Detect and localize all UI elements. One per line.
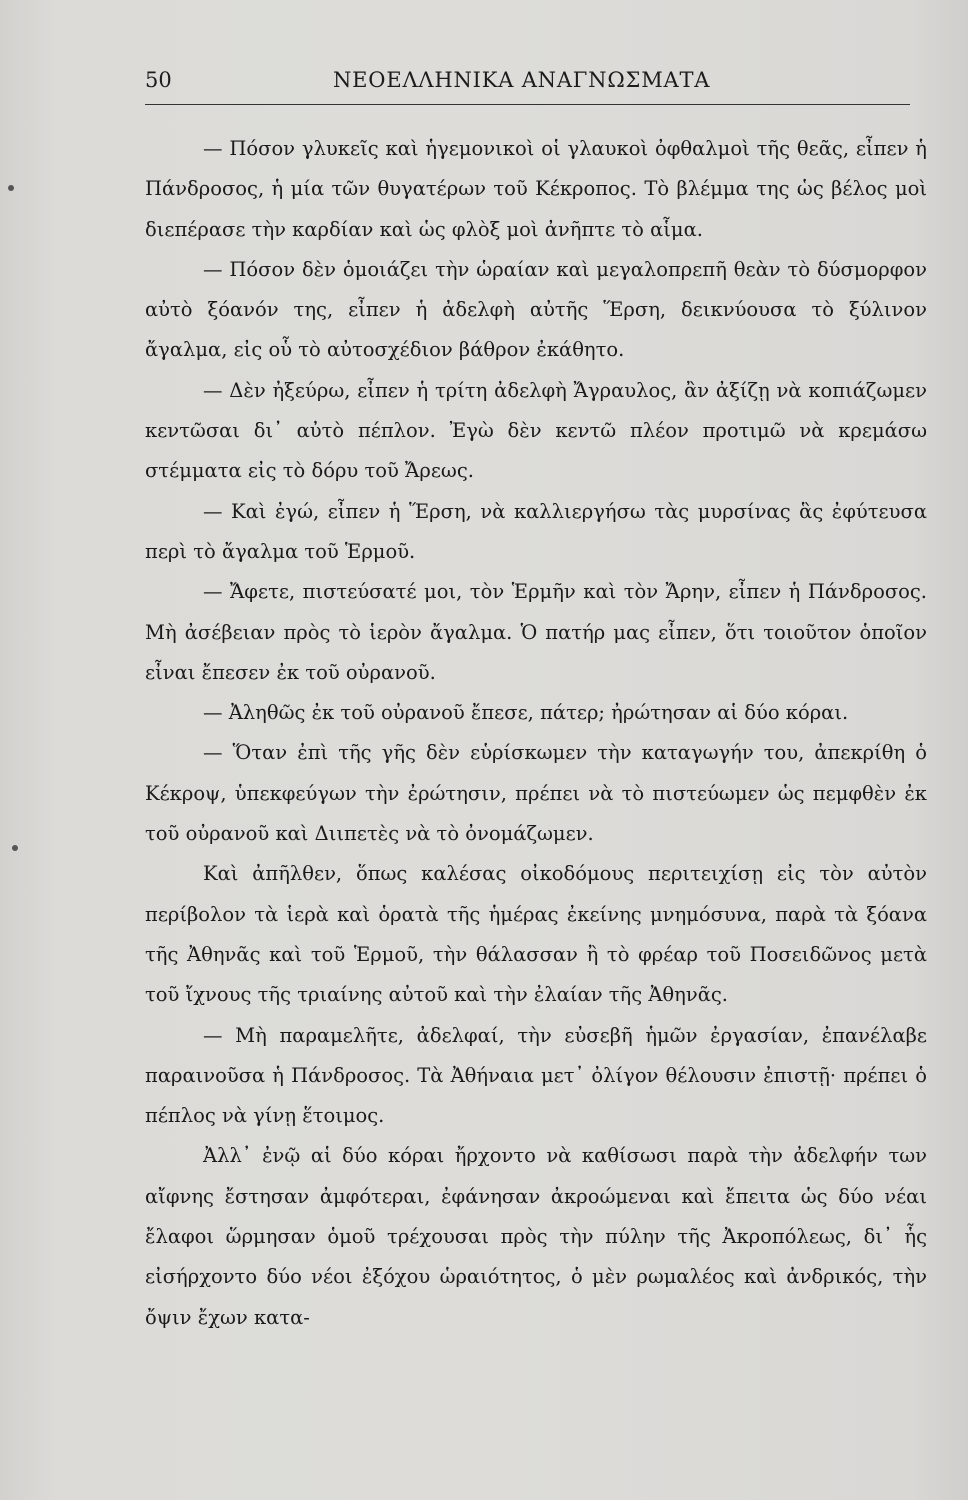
paragraph: — Ὅταν ἐπὶ τῆς γῆς δὲν εὑρίσκωμεν τὴν καταγωγήν του, ἀπεκρίθη ὁ Κέκροψ, ὑπεκφεύγων τὴν ἐρώτησιν, πρέπει νὰ τὸ πιστεύωμεν ὡς πεμφθὲν ἐκ τοῦ οὐρανοῦ καὶ Διιπετὲς νὰ τὸ ὀνομάζωμεν.: [145, 741, 927, 846]
running-title: ΝΕΟΕΛΛΗΝΙΚΑ ΑΝΑΓΝΩΣΜΑΤΑ: [333, 68, 711, 92]
paragraph: — Μὴ παραμελῆτε, ἀδελφαί, τὴν εὐσεβῆ ἡμῶν ἐργασίαν, ἐπανέλαβε παραινοῦσα ἡ Πάνδροσος. Τὰ Ἀθήναια μετ᾽ ὀλίγον θέλουσιν ἐπιστῇ· πρέπει ὁ πέπλος νὰ γίνῃ ἕτοιμος.: [145, 1023, 927, 1128]
paragraph: — Δὲν ἠξεύρω, εἶπεν ἡ τρίτη ἀδελφὴ Ἄγραυλος, ἂν ἀξίζῃ νὰ κοπιάζωμεν κεντῶσαι δι᾽ αὐτὸ πέπλον. Ἐγὼ δὲν κεντῶ πλέον προτιμῶ νὰ κρεμάσω στέμματα εἰς τὸ δόρυ τοῦ Ἄρεως.: [145, 378, 927, 483]
paragraph: — Ἀληθῶς ἐκ τοῦ οὐρανοῦ ἔπεσε, πάτερ; ἠρώτησαν αἱ δύο κόραι.: [203, 701, 849, 725]
paragraph: — Πόσον γλυκεῖς καὶ ἡγεμονικοὶ οἱ γλαυκοὶ ὀφθαλμοὶ τῆς θεᾶς, εἶπεν ἡ Πάνδροσος, ἡ μία τῶν θυγατέρων τοῦ Κέκροπος. Τὸ βλέμμα της ὡς βέλος μοὶ διεπέρασε τὴν καρδίαν καὶ ὡς φλὸξ μοὶ ἀνῆπτε τὸ αἷμα.: [145, 137, 927, 241]
page-number: 50: [145, 68, 172, 92]
paragraph: — Πόσον δὲν ὁμοιάζει τὴν ὡραίαν καὶ μεγαλοπρεπῆ θεὰν τὸ δύσμορφον αὐτὸ ξόανόν της, εἶπεν ἡ ἀδελφὴ αὐτῆς Ἕρση, δεικνύουσα τὸ ξύλινον ἄγαλμα, εἰς οὗ τὸ αὐτοσχέδιον βάθρον ἐκάθητο.: [145, 257, 927, 362]
paragraph: — Καὶ ἐγώ, εἶπεν ἡ Ἕρση, νὰ καλλιεργήσω τὰς μυρσίνας ἃς ἐφύτευσα περὶ τὸ ἄγαλμα τοῦ Ἑρμοῦ.: [145, 499, 927, 563]
body-text: [145, 129, 927, 1338]
margin-speck: [12, 845, 18, 851]
paragraph: Ἀλλ᾽ ἐνῷ αἱ δύο κόραι ἤρχοντο νὰ καθίσωσι παρὰ τὴν ἀδελφήν των αἴφνης ἔστησαν ἀμφότεραι, ἐφάνησαν ἀκροώμεναι καὶ ἔπειτα ὡς δύο νέαι ἔλαφοι ὥρμησαν ὁμοῦ τρέχουσαι πρὸς τὴν πύλην τῆς Ἀκροπόλεως, δι᾽ ἧς εἰσήρχοντο δύο νέοι ἐξόχου ὡραιότητος, ὁ μὲν ρωμαλέος καὶ ἀνδρικός, τὴν ὄψιν ἔχων κατα-: [145, 1144, 927, 1329]
paragraph: — Ἄφετε, πιστεύσατέ μοι, τὸν Ἑρμῆν καὶ τὸν Ἄρην, εἶπεν ἡ Πάνδροσος. Μὴ ἀσέβειαν πρὸς τὸ ἱερὸν ἄγαλμα. Ὁ πατήρ μας εἶπεν, ὅτι τοιοῦτον ὁποῖον εἶναι ἔπεσεν ἐκ τοῦ οὐρανοῦ.: [145, 580, 927, 684]
margin-speck: [8, 185, 14, 191]
paragraph: Καὶ ἀπῆλθεν, ὅπως καλέσας οἰκοδόμους περιτειχίσῃ εἰς τὸν αὐτὸν περίβολον τὰ ἱερὰ καὶ ὁρατὰ τῆς ἡμέρας ἐκείνης μνημόσυνα, παρὰ τὰ ξόανα τῆς Ἀθηνᾶς καὶ τοῦ Ἑρμοῦ, τὴν θάλασσαν ἢ τὸ φρέαρ τοῦ Ποσειδῶνος μετὰ τοῦ ἴχνους τῆς τριαίνης αὐτοῦ καὶ τὴν ἐλαίαν τῆς Ἀθηνᾶς.: [145, 862, 927, 1007]
header-rule: [145, 104, 910, 105]
page-header: [145, 68, 910, 102]
